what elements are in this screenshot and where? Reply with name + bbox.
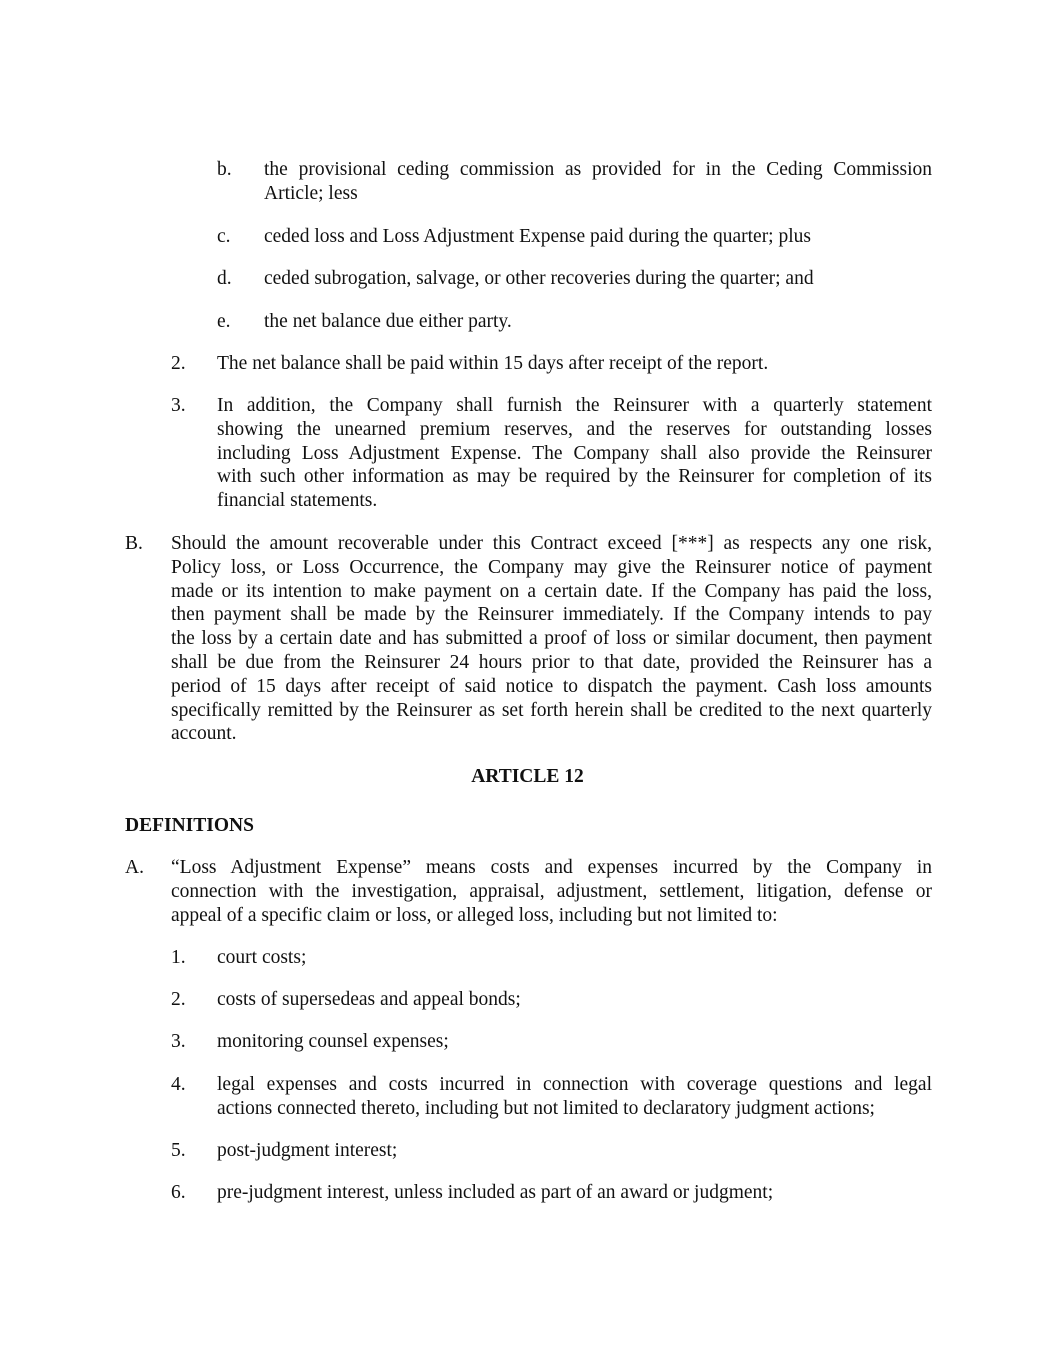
item-label: 1.: [171, 947, 186, 968]
text-line: showing the unearned premium reserves, and the reserves for outstanding losses: [217, 418, 932, 440]
text-line: Should the amount recoverable under this Contract exceed [***] as respects any one risk,: [171, 533, 932, 554]
text-line: legal expenses and costs incurred in connection with coverage questions and legal: [217, 1074, 932, 1095]
item-text: [217, 394, 932, 513]
text-line: In addition, the Company shall furnish the Reinsurer with a quarterly statement: [217, 395, 932, 416]
text-line: period of 15 days after receipt of said notice to dispatch the payment. Cash loss amounts: [171, 675, 932, 697]
text-line: with such other information as may be required by the Reinsurer for completion of its: [217, 466, 932, 488]
text-line: court costs;: [217, 947, 307, 968]
text-line: “Loss Adjustment Expense” means costs and expenses incurred by the Company in: [171, 857, 932, 878]
text-line: the provisional ceding commission as provided for in the Ceding Commission: [264, 159, 932, 180]
text-line: ceded subrogation, salvage, or other recoveries during the quarter; and: [264, 268, 814, 289]
item-label: d.: [217, 268, 232, 289]
item-label: 6.: [171, 1182, 186, 1203]
item-text: [217, 946, 932, 970]
article-title: ARTICLE 12: [471, 766, 584, 787]
text-line: including Loss Adjustment Expense. The Company shall also provide the Reinsurer: [217, 442, 932, 464]
item-text: [264, 225, 932, 249]
section-heading: DEFINITIONS: [125, 815, 254, 836]
text-line: The net balance shall be paid within 15 days after receipt of the report.: [217, 353, 769, 374]
item-text: [217, 1139, 932, 1163]
item-label: 3.: [171, 395, 186, 416]
item-text: [217, 1073, 932, 1121]
text-line: Article; less: [264, 182, 358, 204]
text-line: then payment shall be made by the Reinsurer immediately. If the Company intends to pay: [171, 604, 932, 626]
text-line: connection with the investigation, appraisal, adjustment, settlement, litigation, defense or: [171, 880, 932, 902]
text-line: specifically remitted by the Reinsurer as set forth herein shall be credited to the next quarterly: [171, 699, 932, 721]
section-text: [171, 532, 932, 746]
item-label: 2.: [171, 989, 186, 1010]
text-line: the loss by a certain date and has submitted a proof of loss or similar document, then payment: [171, 628, 932, 650]
text-line: ceded loss and Loss Adjustment Expense paid during the quarter; plus: [264, 226, 811, 247]
item-text: [217, 1030, 932, 1054]
section-label: A.: [125, 857, 144, 878]
text-line: account.: [171, 723, 237, 745]
item-text: [264, 267, 932, 291]
text-line: Policy loss, or Loss Occurrence, the Company may give the Reinsurer notice of payment: [171, 556, 932, 578]
item-label: 5.: [171, 1140, 186, 1161]
item-text: [217, 1181, 932, 1205]
section-text: [171, 856, 932, 927]
item-text: [264, 310, 932, 334]
item-text: [217, 988, 932, 1012]
text-line: shall be due from the Reinsurer 24 hours prior to that date, provided the Reinsurer has a: [171, 651, 932, 673]
text-line: monitoring counsel expenses;: [217, 1031, 449, 1052]
item-label: 3.: [171, 1031, 186, 1052]
item-text: [217, 352, 932, 376]
text-line: pre-judgment interest, unless included as part of an award or judgment;: [217, 1182, 774, 1203]
text-line: financial statements.: [217, 490, 378, 512]
text-line: actions connected thereto, including but not limited to declaratory judgment actions;: [217, 1097, 875, 1119]
item-label: e.: [217, 311, 231, 332]
text-line: the net balance due either party.: [264, 311, 512, 332]
item-label: c.: [217, 226, 231, 247]
text-line: post-judgment interest;: [217, 1140, 398, 1161]
item-text: [264, 158, 932, 206]
text-line: appeal of a specific claim or loss, or alleged loss, including but not limited to:: [171, 904, 778, 926]
text-line: made or its intention to make payment on a certain date. If the Company has paid the loss,: [171, 580, 932, 602]
item-label: b.: [217, 159, 232, 180]
section-label: B.: [125, 533, 143, 554]
item-label: 4.: [171, 1074, 186, 1095]
item-label: 2.: [171, 353, 186, 374]
text-line: costs of supersedeas and appeal bonds;: [217, 989, 521, 1010]
